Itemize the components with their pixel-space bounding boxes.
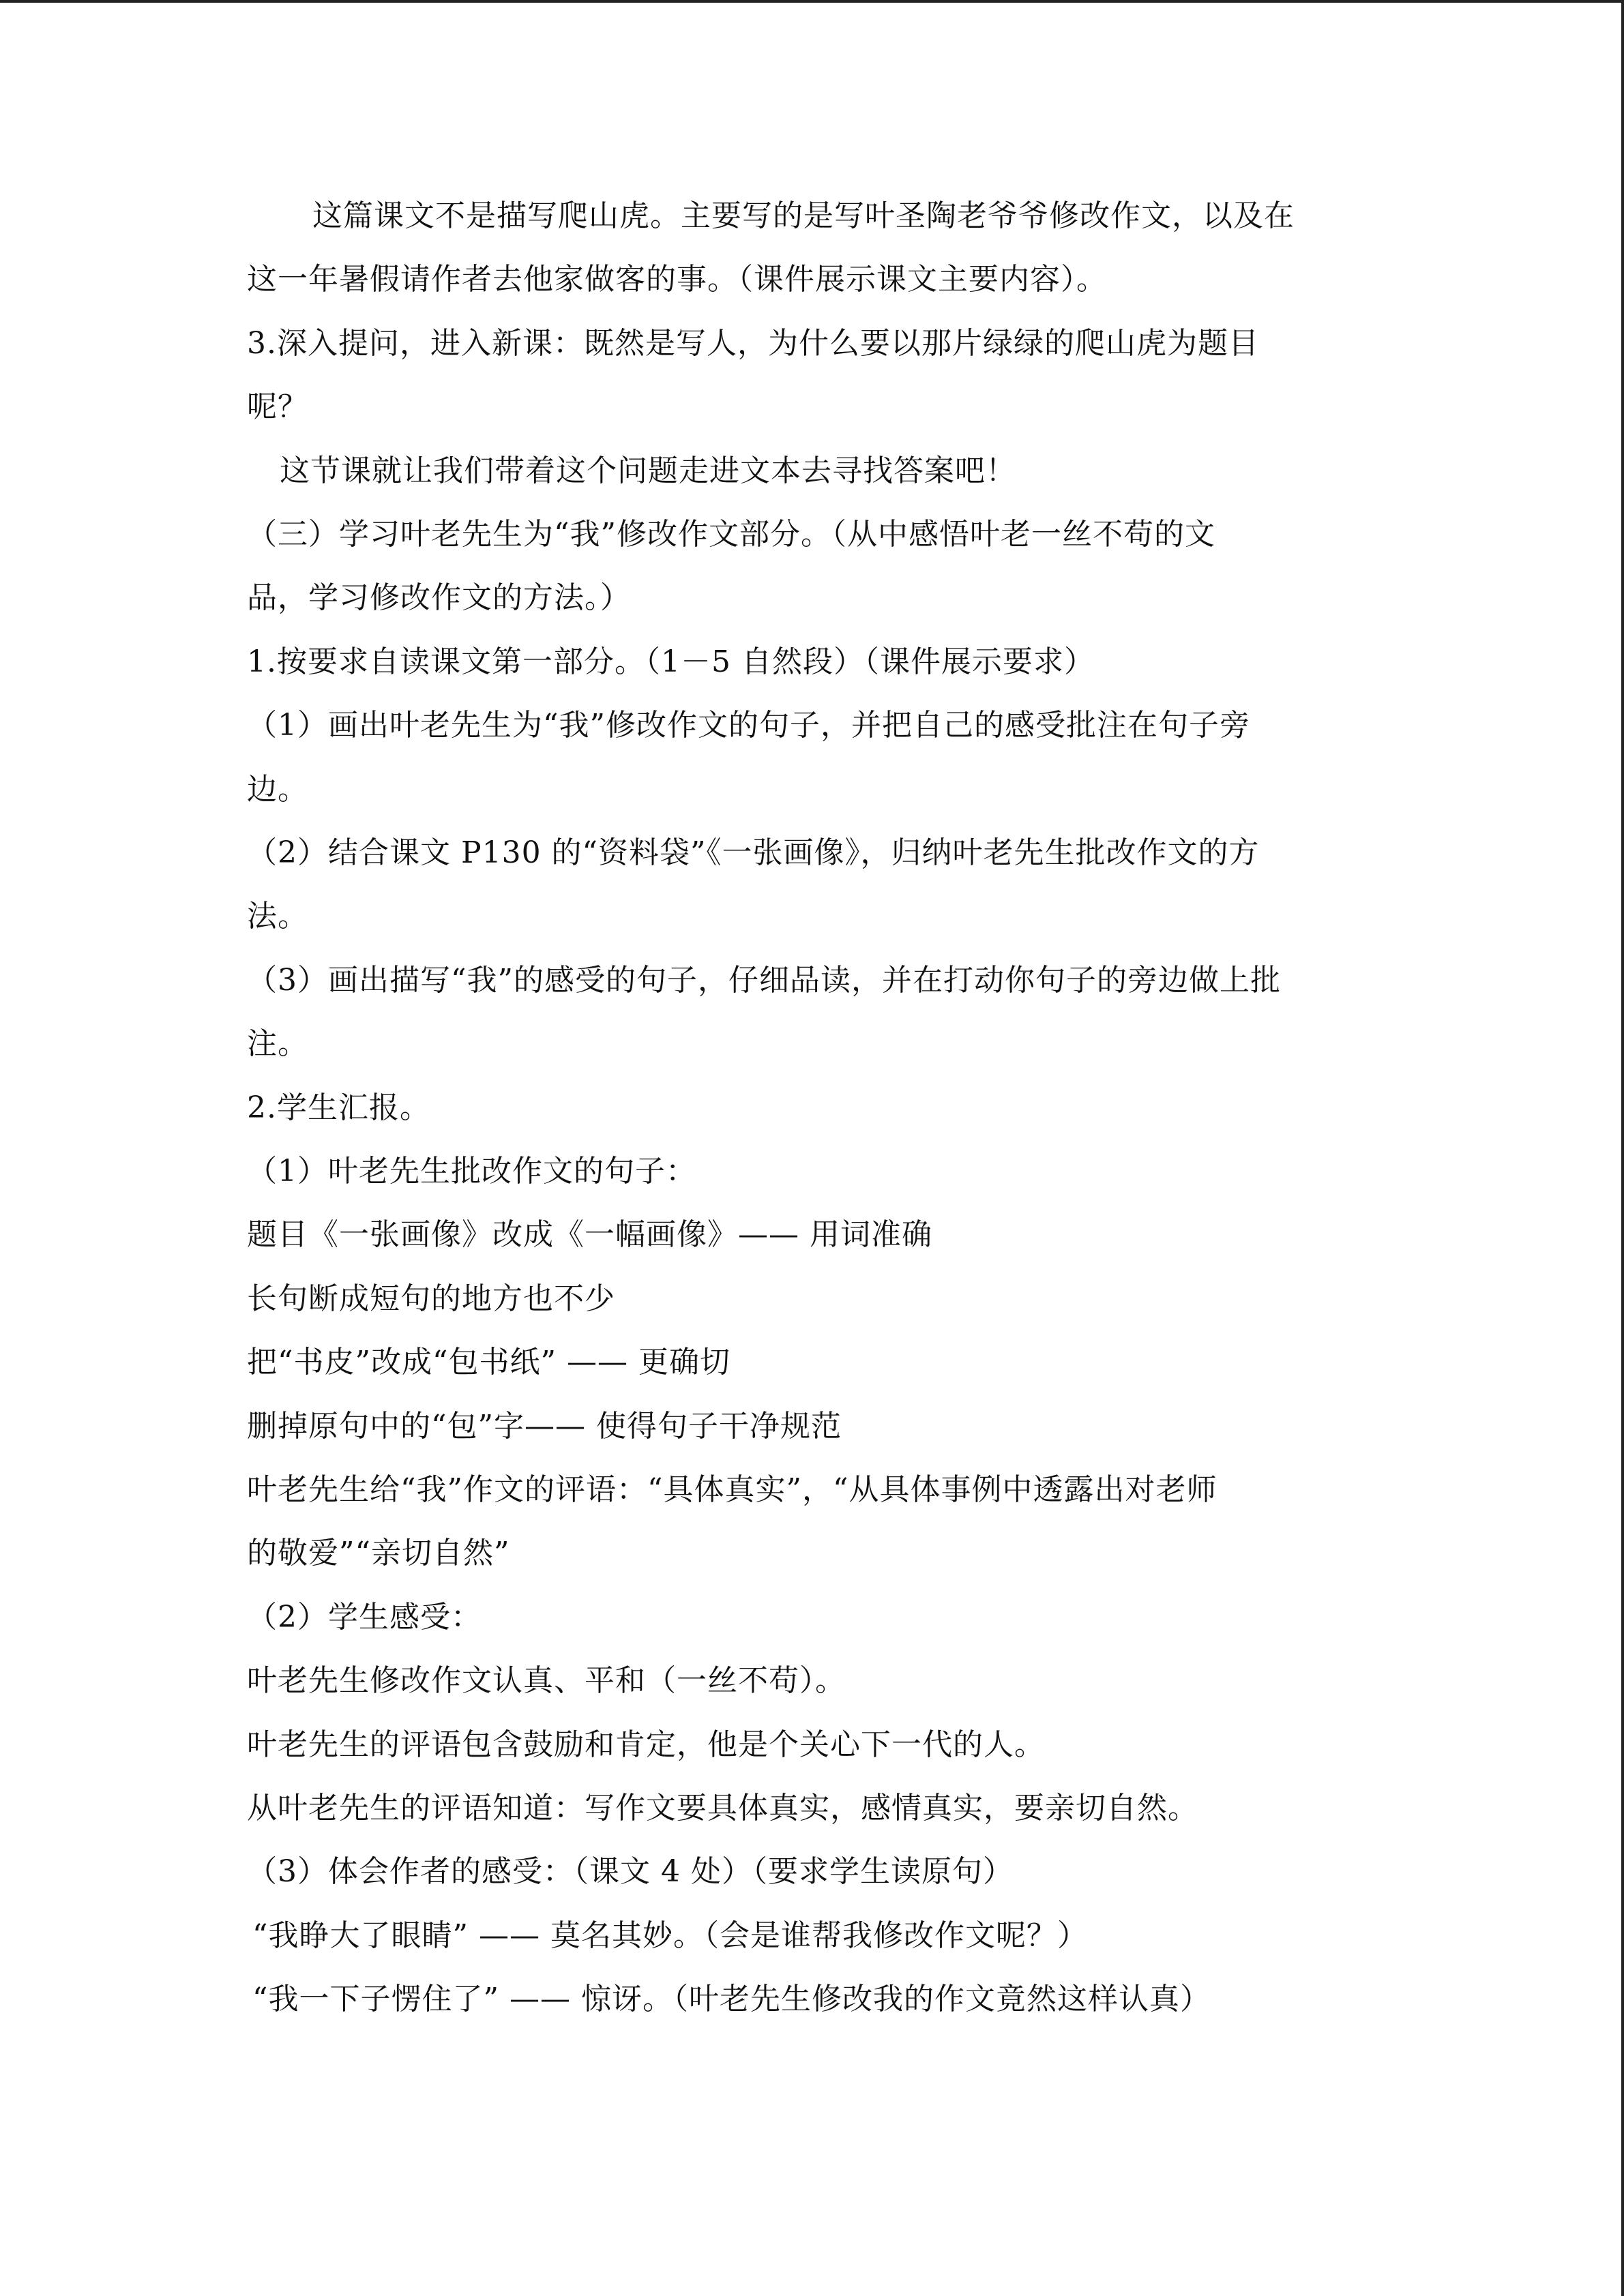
paragraph-line: （1）叶老先生批改作文的句子： <box>247 1154 696 1189</box>
paragraph-line: 2.学生汇报。 <box>247 1090 430 1125</box>
paragraph-line: 把“书皮”改成“包书纸” —— 更确切 <box>247 1345 730 1380</box>
paragraph-line: 删掉原句中的“包”字—— 使得句子干净规范 <box>247 1409 842 1444</box>
paragraph-line: 呢？ <box>247 389 308 424</box>
paragraph-line: （3）画出描写“我”的感受的句子，仔细品读，并在打动你句子的旁边做上批 <box>247 963 1281 998</box>
paragraph-line: 题目《一张画像》改成《一幅画像》—— 用词准确 <box>247 1217 932 1252</box>
paragraph-line: 长句断成短句的地方也不少 <box>247 1281 615 1316</box>
paragraph-line: 这一年暑假请作者去他家做客的事。（课件展示课文主要内容）。 <box>247 262 1107 297</box>
paragraph-line: 这节课就让我们带着这个问题走进文本去寻找答案吧！ <box>280 453 1016 488</box>
paragraph-line: 这篇课文不是描写爬山虎。主要写的是写叶圣陶老爷爷修改作文，以及在 <box>312 198 1295 233</box>
paragraph-line: 3.深入提问，进入新课：既然是写人，为什么要以那片绿绿的爬山虎为题目 <box>247 326 1259 361</box>
paragraph-line: 叶老先生给“我”作文的评语：“具体真实”，“从具体事例中透露出对老师 <box>247 1472 1217 1507</box>
paragraph-line: “我一下子愣住了” —— 惊讶。（叶老先生修改我的作文竟然这样认真） <box>252 1982 1211 2016</box>
paragraph-line: 从叶老先生的评语知道：写作文要具体真实，感情真实，要亲切自然。 <box>247 1791 1198 1825</box>
paragraph-line: 叶老先生修改作文认真、平和（一丝不苟）。 <box>247 1663 846 1698</box>
paragraph-line: （1）画出叶老先生为“我”修改作文的句子，并把自己的感受批注在句子旁 <box>247 708 1250 743</box>
paragraph-line: 1.按要求自读课文第一部分。（1－5 自然段）（课件展示要求） <box>247 644 1095 679</box>
paragraph-line: 品，学习修改作文的方法。） <box>247 580 631 615</box>
paragraph-line: 叶老先生的评语包含鼓励和肯定，他是个关心下一代的人。 <box>247 1727 1045 1762</box>
paragraph-line: 注。 <box>247 1026 308 1061</box>
paragraph-line: （3）体会作者的感受：（课文 4 处）（要求学生读原句） <box>247 1854 1014 1889</box>
paragraph-line: 法。 <box>247 899 308 934</box>
paragraph-line: （2）学生感受： <box>247 1600 482 1635</box>
paragraph-line: （三）学习叶老先生为“我”修改作文部分。（从中感悟叶老一丝不苟的文 <box>247 517 1215 552</box>
paragraph-line: “我睁大了眼睛” —— 莫名其妙。（会是谁帮我修改作文呢？） <box>252 1918 1088 1953</box>
paragraph-line: （2）结合课文 P130 的“资料袋”《一张画像》，归纳叶老先生批改作文的方 <box>247 835 1260 870</box>
paragraph-line: 边。 <box>247 772 308 807</box>
paragraph-line: 的敬爱”“亲切自然” <box>247 1536 510 1570</box>
